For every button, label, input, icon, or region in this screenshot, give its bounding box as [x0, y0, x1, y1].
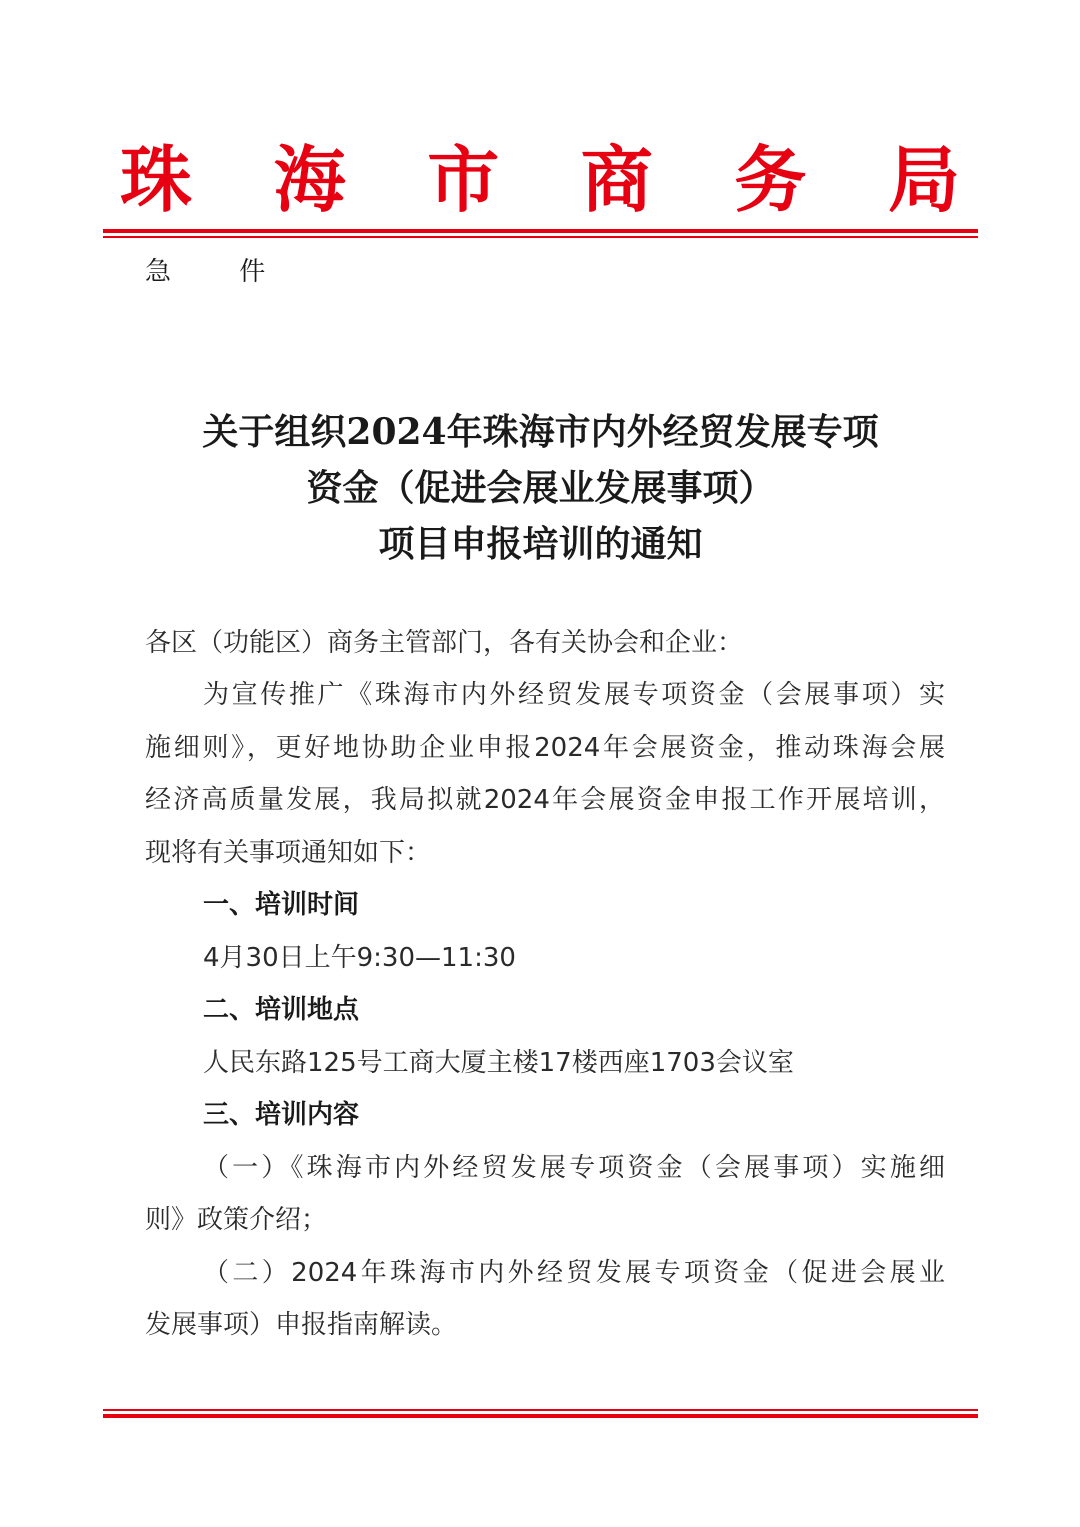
agency-name-char: 商	[580, 137, 653, 222]
agency-name-char: 务	[734, 137, 807, 222]
training-time: 4月30日上午9:30—11:30	[203, 943, 516, 973]
footer-red-rule-thick	[103, 1414, 978, 1418]
title-line: 关于组织2024年珠海市内外经贸发展专项	[202, 411, 879, 453]
content-item: （一）《珠海市内外经贸发展专项资金（会展事项）实施细	[203, 1153, 945, 1183]
agency-name-char: 局	[887, 137, 960, 222]
paragraph-line: 为宣传推广《珠海市内外经贸发展专项资金（会展事项）实	[203, 680, 945, 710]
footer-red-rule-thin	[103, 1409, 978, 1411]
section-heading-time: 一、培训时间	[203, 890, 360, 920]
agency-name-char: 海	[273, 137, 346, 222]
section-heading-content: 三、培训内容	[203, 1100, 360, 1130]
content-item: 则》政策介绍；	[145, 1205, 328, 1235]
title-line: 项目申报培训的通知	[378, 523, 703, 565]
content-item: （二）2024年珠海市内外经贸发展专项资金（促进会展业	[203, 1258, 945, 1288]
content-item: 发展事项）申报指南解读。	[145, 1310, 458, 1340]
agency-name-char: 市	[427, 137, 500, 222]
title-line: 资金（促进会展业发展事项）	[306, 467, 775, 509]
salutation: 各区（功能区）商务主管部门，各有关协会和企业：	[145, 628, 744, 658]
paragraph-line: 现将有关事项通知如下：	[145, 838, 432, 868]
document-body	[145, 0, 945, 1527]
training-location: 人民东路125号工商大厦主楼17楼西座1703会议室	[203, 1048, 794, 1078]
paragraph-line: 施细则》，更好地协助企业申报2024年会展资金，推动珠海会展	[145, 733, 945, 763]
agency-name-char: 珠	[120, 137, 193, 222]
urgency-label: 急 件	[145, 257, 296, 287]
paragraph-line: 经济高质量发展，我局拟就2024年会展资金申报工作开展培训，	[145, 785, 945, 815]
section-heading-location: 二、培训地点	[203, 995, 360, 1025]
